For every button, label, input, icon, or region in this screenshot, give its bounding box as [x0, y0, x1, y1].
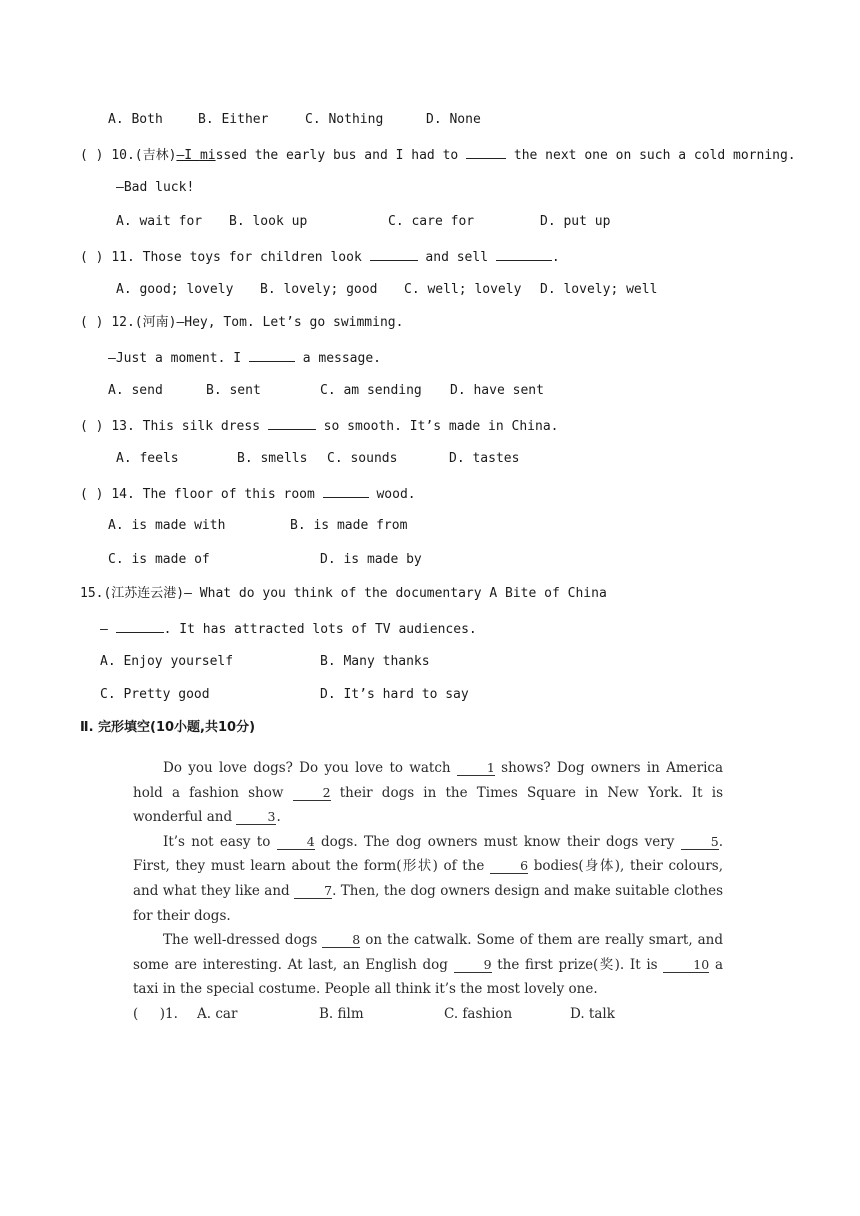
passage-blank[interactable]: 10: [663, 957, 709, 973]
q10-option-b: B. look up: [229, 214, 308, 229]
q9-option-b: B. Either: [198, 112, 269, 127]
q11-option-c: C. well; lovely: [404, 282, 522, 297]
passage-blank[interactable]: 8: [322, 932, 360, 948]
q15-option-b: B. Many thanks: [320, 654, 430, 669]
q14-option-d: D. is made by: [320, 552, 422, 567]
q10-question: ( ) 10.(吉林)—I missed the early bus and I had to the next one on such a cold morning.: [80, 148, 796, 163]
q15-option-d: D. It’s hard to say: [320, 687, 469, 702]
q15-option-c: C. Pretty good: [100, 687, 210, 702]
passage-paragraph: Do you love dogs? Do you love to watch 1 shows? Dog owners in America hold a fashion show 2 their dogs in the Times Square in New York. It is wonderful and 3.: [133, 760, 723, 826]
answer-blank[interactable]: [116, 620, 164, 633]
section-heading: Ⅱ. 完形填空(10小题,共10分): [80, 720, 256, 735]
cloze-q1-option-b: B. film: [319, 1005, 364, 1022]
q13-option-c: C. sounds: [327, 451, 398, 466]
q12-option-c: C. am sending: [320, 383, 422, 398]
q9-option-a: A. Both: [108, 112, 163, 127]
q10-source: (吉林): [134, 148, 177, 163]
passage-blank[interactable]: 2: [293, 785, 331, 801]
answer-blank[interactable]: [268, 417, 316, 430]
passage-paragraph: The well-dressed dogs 8 on the catwalk. Some of them are really smart, and some are interesting. At last, an English dog 9 the first prize(奖). It is 10 a taxi in the special costume. People all think it’s the most lovely one.: [133, 932, 723, 998]
q12-source: (河南): [134, 315, 177, 330]
q15-option-a: A. Enjoy yourself: [100, 654, 234, 669]
q9-option-d: D. None: [426, 112, 481, 127]
cloze-passage: [133, 756, 723, 1026]
q12-reply: —Just a moment. I a message.: [108, 351, 381, 366]
cloze-q1-paren: ( )1.: [133, 1005, 178, 1022]
answer-blank[interactable]: [323, 485, 369, 498]
cloze-q1-option-d: D. talk: [570, 1005, 615, 1022]
q13-option-a: A. feels: [116, 451, 179, 466]
q13-option-b: B. smells: [237, 451, 308, 466]
passage-blank[interactable]: 1: [457, 760, 495, 776]
q10-number: 10.: [111, 148, 135, 163]
cloze-q1-option-a: A. car: [197, 1005, 238, 1022]
q13-option-d: D. tastes: [449, 451, 520, 466]
answer-blank[interactable]: [496, 248, 552, 261]
passage-blank[interactable]: 3: [236, 809, 276, 825]
q10-option-d: D. put up: [540, 214, 611, 229]
q11-option-d: D. lovely; well: [540, 282, 658, 297]
q12-question: ( ) 12.(河南)—Hey, Tom. Let’s go swimming.: [80, 315, 404, 330]
answer-blank[interactable]: [249, 349, 295, 362]
q14-option-b: B. is made from: [290, 518, 408, 533]
q15-question: 15.(江苏连云港)— What do you think of the documentary A Bite of China: [80, 586, 607, 601]
cloze-q1-option-c: C. fashion: [444, 1005, 513, 1022]
answer-blank[interactable]: [466, 146, 506, 159]
q10-reply: —Bad luck!: [116, 180, 195, 195]
q11-option-b: B. lovely; good: [260, 282, 378, 297]
q12-option-b: B. sent: [206, 383, 261, 398]
q10-paren: ( ): [80, 148, 104, 163]
q14-option-a: A. is made with: [108, 518, 226, 533]
passage-blank[interactable]: 7: [294, 883, 332, 899]
q11-question: ( ) 11. Those toys for children look and sell .: [80, 250, 560, 265]
q9-option-c: C. Nothing: [305, 112, 384, 127]
q10-option-a: A. wait for: [116, 214, 203, 229]
q15-reply: — . It has attracted lots of TV audiences.: [100, 622, 477, 637]
q11-option-a: A. good; lovely: [116, 282, 234, 297]
q13-question: ( ) 13. This silk dress so smooth. It’s made in China.: [80, 419, 559, 434]
answer-blank[interactable]: [370, 248, 418, 261]
q12-option-a: A. send: [108, 383, 163, 398]
passage-paragraph: It’s not easy to 4 dogs. The dog owners must know their dogs very 5. First, they must learn about the form(形状) of the 6 bodies(身体), their colours, and what they like and 7. Then, the dog owners design and make suitable clothes for their dogs.: [133, 833, 723, 924]
passage-blank[interactable]: 4: [277, 834, 315, 850]
q15-source: (江苏连云港): [103, 586, 185, 601]
passage-blank[interactable]: 5: [681, 834, 719, 850]
cloze-q1-options: [133, 1002, 723, 1026]
q10-option-c: C. care for: [388, 214, 475, 229]
q12-option-d: D. have sent: [450, 383, 544, 398]
q14-option-c: C. is made of: [108, 552, 210, 567]
q14-question: ( ) 14. The floor of this room wood.: [80, 487, 416, 502]
passage-blank[interactable]: 6: [490, 858, 528, 874]
passage-blank[interactable]: 9: [454, 957, 492, 973]
